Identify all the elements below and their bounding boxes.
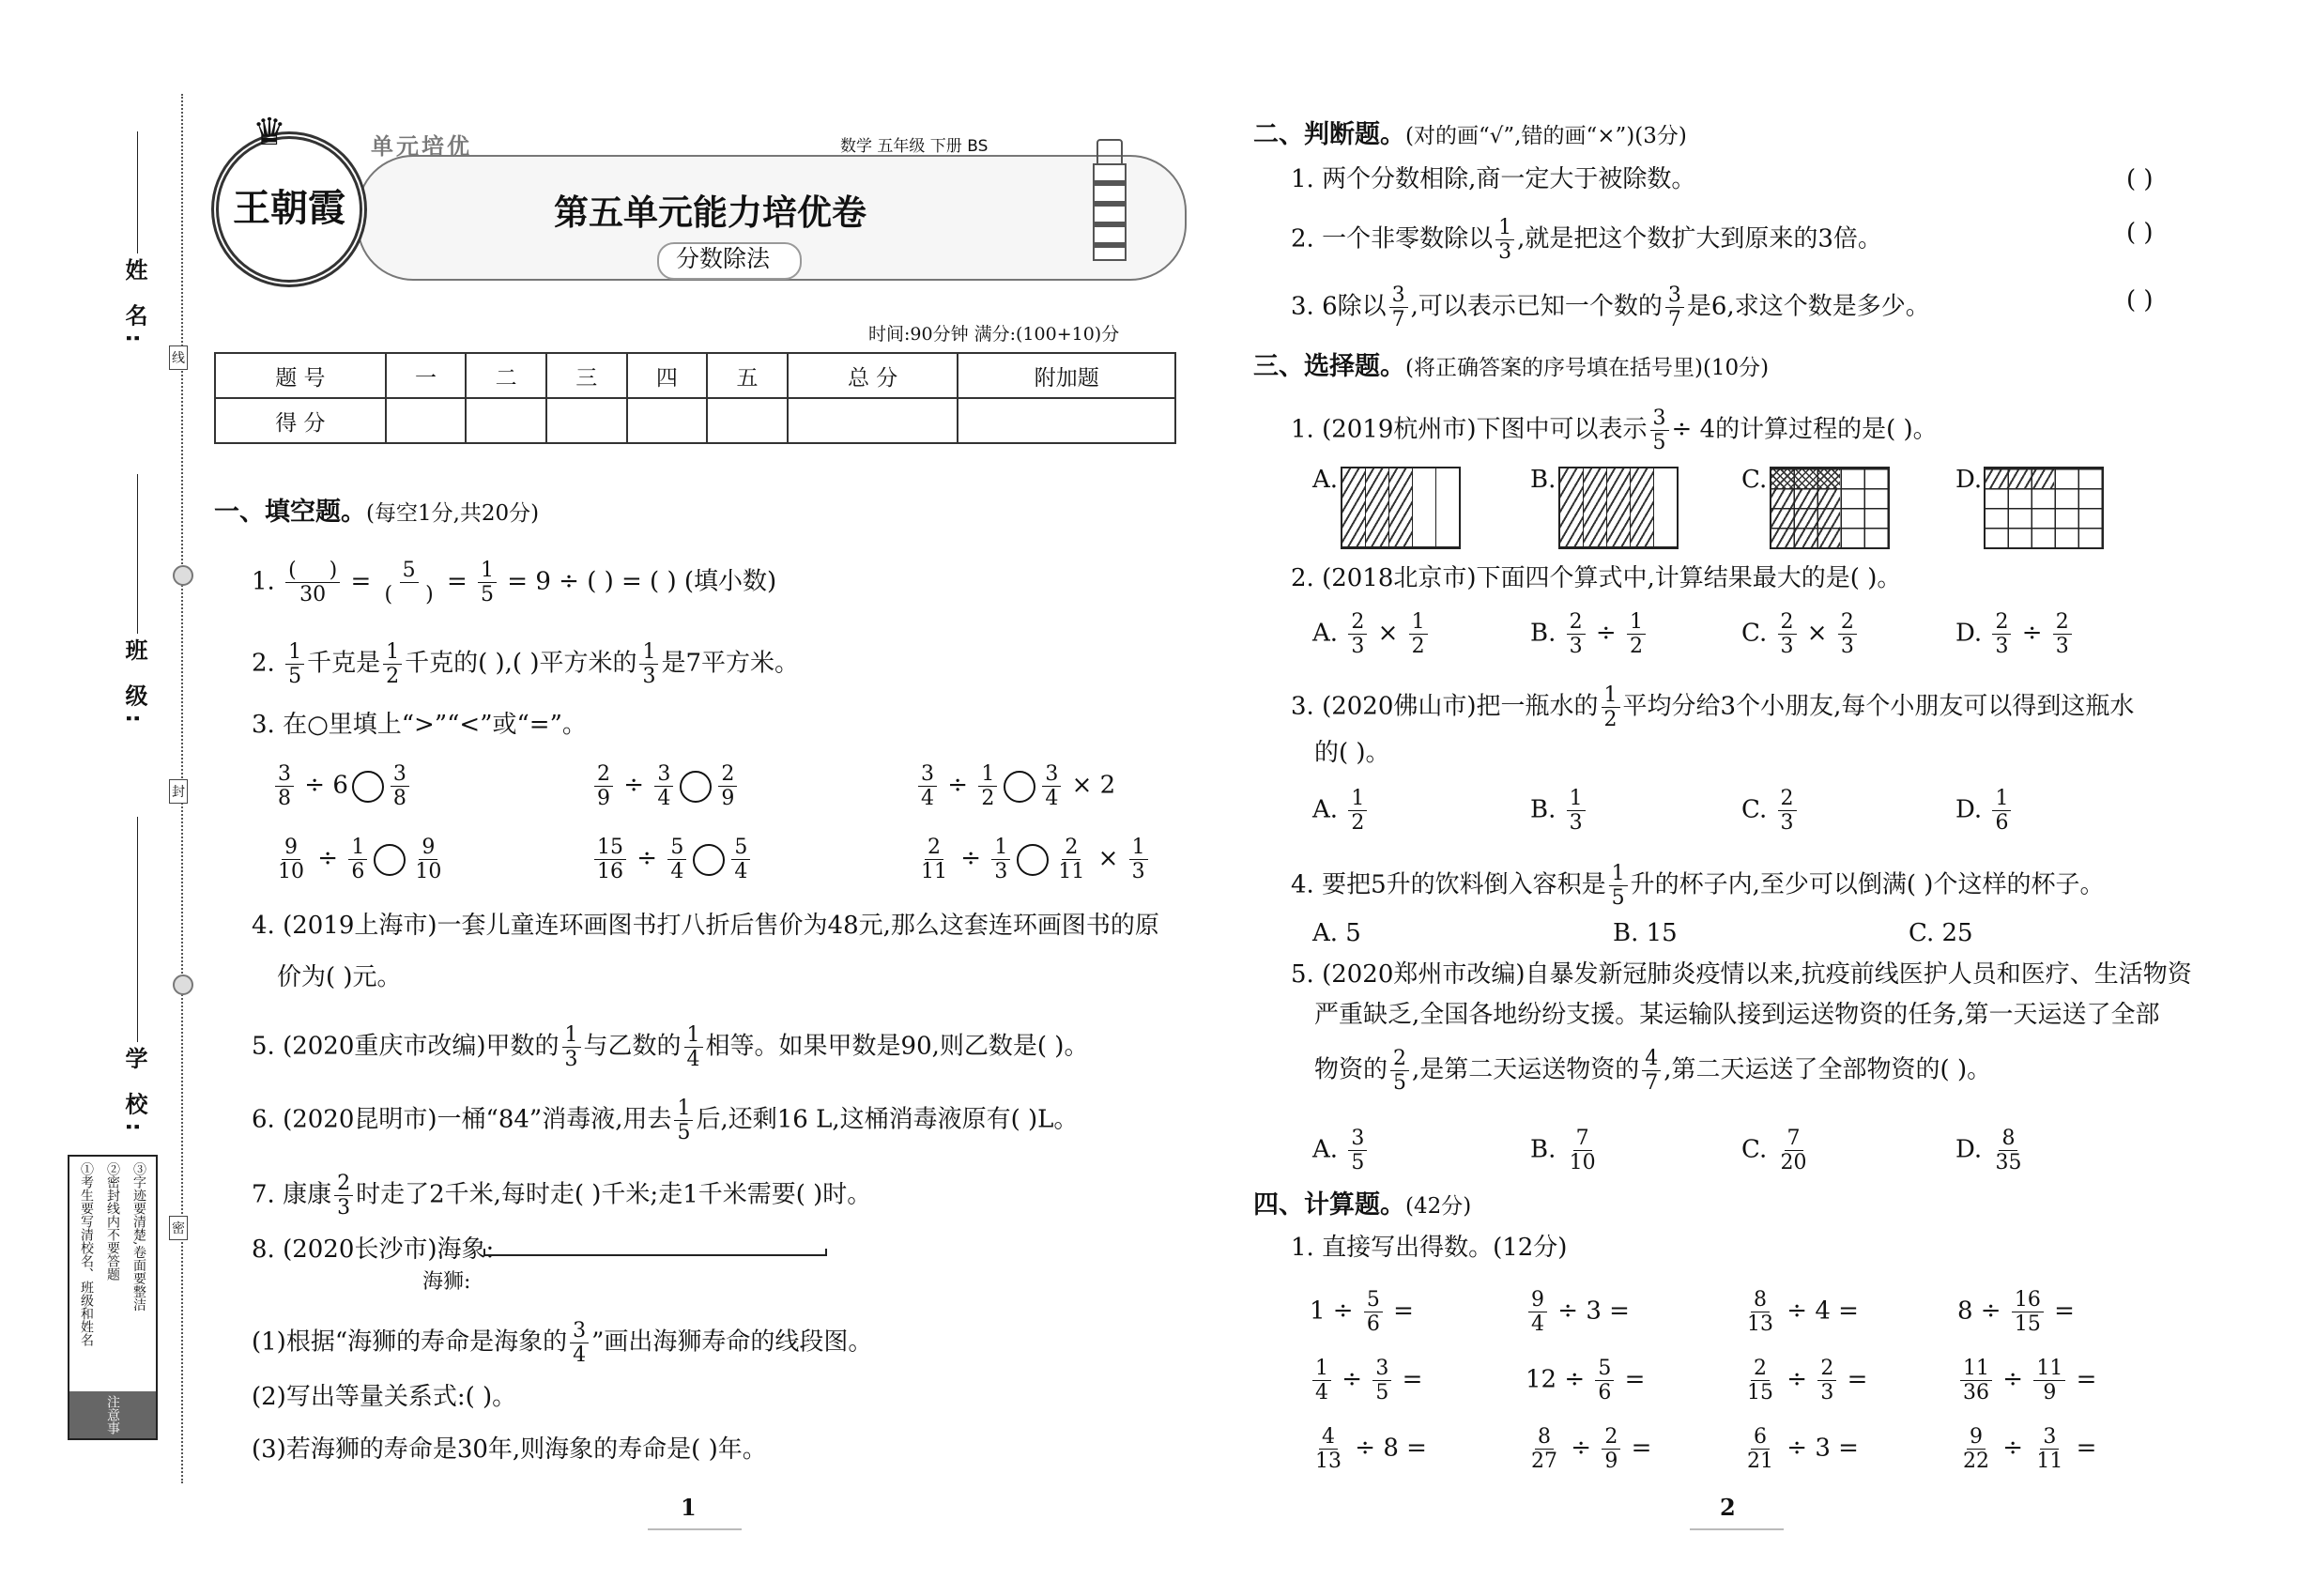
figure-option-c[interactable] bbox=[1770, 467, 1890, 549]
binding-hole-1 bbox=[173, 565, 193, 586]
calc-item[interactable]: $\frac{1}{4}$ ÷ $\frac{3}{5}$ = bbox=[1310, 1357, 1422, 1404]
calc-item[interactable]: $\frac{11}{36}$ ÷ $\frac{11}{9}$ = bbox=[1957, 1357, 2096, 1404]
s3-q5-option-d[interactable]: D. $\frac{8}{35}$ bbox=[1955, 1127, 2022, 1174]
s3-q3c: 的( )。 bbox=[1314, 739, 1390, 767]
score-header-cell: 五 bbox=[707, 353, 788, 398]
fraction: $\frac{5}{( )}$ bbox=[384, 559, 434, 606]
calc-item[interactable]: 12 ÷ $\frac{5}{6}$ = bbox=[1526, 1357, 1646, 1404]
compare-circle[interactable] bbox=[374, 844, 406, 876]
page-ornament-right bbox=[1690, 1528, 1784, 1530]
cut-mark-1: 线 bbox=[169, 345, 188, 370]
brand-crown-icon: ♛ bbox=[253, 111, 286, 154]
school-label: 学 校: bbox=[121, 1047, 147, 1139]
s3-q5-option-b[interactable]: B. $\frac{7}{10}$ bbox=[1530, 1127, 1596, 1174]
walrus-segment-line bbox=[483, 1249, 827, 1256]
s1-q3-row1: $\frac{3}{8}$ ÷ 6 $\frac{3}{8}$ bbox=[272, 762, 412, 810]
s3-q2: 2. (2018北京市)下面四个算式中,计算结果最大的是( )。 bbox=[1291, 564, 1902, 592]
calc-item[interactable]: 1 ÷ $\frac{5}{6}$ = bbox=[1310, 1288, 1414, 1336]
name-field-line bbox=[137, 131, 138, 253]
s1-q8-1: (1)根据“海狮的寿命是海象的 $\frac{3}{4}$ ”画出海狮寿命的线段图。 bbox=[252, 1319, 873, 1367]
s4-title: 四、计算题。(42分) bbox=[1253, 1190, 1472, 1220]
score-header-row bbox=[215, 353, 1175, 398]
page-ornament-left bbox=[648, 1528, 742, 1530]
score-value-cell[interactable] bbox=[466, 398, 546, 443]
s3-q4-option-b[interactable]: B. 15 bbox=[1613, 919, 1678, 947]
s1-q3-row2c: $\frac{2}{11}$ ÷ $\frac{1}{3}$ $\frac{2}{11}$ × $\frac{1}{3}$ bbox=[915, 836, 1151, 883]
s3-q3-option-d[interactable]: D. $\frac{1}{6}$ bbox=[1955, 787, 2014, 835]
score-header-cell: 三 bbox=[546, 353, 627, 398]
calc-item[interactable]: $\frac{8}{13}$ ÷ 4 = bbox=[1747, 1288, 1859, 1336]
s3-q3-option-a[interactable]: A. $\frac{1}{2}$ bbox=[1312, 787, 1370, 835]
s1-q2-a: 千克是 bbox=[307, 649, 381, 678]
s1-title bbox=[214, 498, 539, 529]
compare-circle[interactable] bbox=[680, 771, 712, 803]
s1-q2: 2. $\frac{1}{5}$ 千克是 $\frac{1}{2}$ 千克的( ),( )平方米的 $\frac{1}{3}$ 是7平方米。 bbox=[252, 640, 800, 688]
brand-name: 王朝霞 bbox=[233, 187, 345, 230]
compare-circle[interactable] bbox=[1017, 844, 1049, 876]
brand-logo bbox=[211, 111, 367, 287]
s1-q1-rest: = 9 ÷ ( ) = ( ) (填小数) bbox=[507, 567, 777, 596]
score-value-cell[interactable] bbox=[707, 398, 788, 443]
s2-q2: 2. 一个非零数除以 $\frac{1}{3}$ ,就是把这个数扩大到原来的3倍。 bbox=[1291, 216, 1882, 264]
s3-q2-option-d[interactable]: D. $\frac{2}{3}$ ÷ $\frac{2}{3}$ bbox=[1955, 610, 2075, 658]
s1-q4b: 价为( )元。 bbox=[277, 963, 402, 991]
s3-title: 三、选择题。(将正确答案的序号填在括号里)(10分) bbox=[1253, 352, 1770, 381]
binding-hole-2 bbox=[173, 974, 193, 995]
s3-q3-option-c[interactable]: C. $\frac{2}{3}$ bbox=[1741, 787, 1800, 835]
fraction: $\frac{1}{5}$ bbox=[285, 640, 304, 688]
s4-q1: 1. 直接写出得数。(12分) bbox=[1291, 1234, 1568, 1262]
s3-q1: 1. (2019杭州市)下图中可以表示 $\frac{3}{5}$ ÷ 4的计算过程的是( )。 bbox=[1291, 407, 1938, 454]
s3-q5-option-c[interactable]: C. $\frac{7}{20}$ bbox=[1741, 1127, 1807, 1174]
s1-q7: 7. 康康 $\frac{2}{3}$ 时走了2千米,每时走( )千米;走1千米需要( )时。 bbox=[252, 1172, 872, 1220]
book-meta: 数学 五年级 下册 BS bbox=[840, 137, 989, 156]
s3-q4-option-c[interactable]: C. 25 bbox=[1909, 919, 1973, 947]
s1-q1: 1. $\frac{( )}{30}$ = $\frac{5}{( )}$ = $\frac{1}{5}$ = 9 ÷ ( ) = ( ) (填小数) bbox=[252, 559, 777, 606]
calc-item[interactable]: $\frac{4}{13}$ ÷ 8 = bbox=[1315, 1425, 1427, 1473]
s1-q8-lion: 海狮: bbox=[422, 1270, 471, 1294]
calc-item[interactable]: 8 ÷ $\frac{16}{15}$ = bbox=[1957, 1288, 2075, 1336]
notice-title: 注意事项 bbox=[69, 1391, 156, 1438]
s2-q3-answer[interactable]: ( ) bbox=[2126, 286, 2154, 315]
class-label: 班 级: bbox=[121, 638, 147, 730]
score-value-cell[interactable] bbox=[788, 398, 958, 443]
cut-mark-3: 密 bbox=[169, 1216, 188, 1240]
s1-q2-b: 千克的( ),( )平方米的 bbox=[405, 649, 637, 678]
compare-circle[interactable] bbox=[352, 771, 384, 803]
calc-item[interactable]: $\frac{6}{21}$ ÷ 3 = bbox=[1747, 1425, 1859, 1473]
score-header-cell: 附加题 bbox=[958, 353, 1175, 398]
class-field-line bbox=[137, 474, 138, 634]
figure-option-d[interactable] bbox=[1984, 467, 2104, 549]
s1-q3-row2: $\frac{9}{10}$ ÷ $\frac{1}{6}$ $\frac{9}{10}$ bbox=[278, 836, 442, 883]
page-subtitle: 分数除法 bbox=[676, 245, 771, 272]
s3-q5-option-a[interactable]: A. $\frac{3}{5}$ bbox=[1312, 1127, 1370, 1174]
s1-q8-3: (3)若海狮的寿命是30年,则海象的寿命是( )年。 bbox=[252, 1435, 767, 1464]
notice-2: ②密封线内不要答题 bbox=[105, 1162, 120, 1281]
s2-q2-answer[interactable]: ( ) bbox=[2126, 219, 2154, 247]
score-header-cell: 总 分 bbox=[788, 353, 958, 398]
s3-q5a: 5. (2020郑州市改编)自暴发新冠肺炎疫情以来,抗疫前线医护人员和医疗、生活物资 bbox=[1291, 960, 2192, 989]
notice-1: ①考生要写清校名、班级和姓名 bbox=[79, 1162, 94, 1346]
fraction: $\frac{1}{5}$ bbox=[478, 559, 497, 606]
s1-q8: 8. (2020长沙市)海象: bbox=[252, 1235, 495, 1264]
s3-q2-option-b[interactable]: B. $\frac{2}{3}$ ÷ $\frac{1}{2}$ bbox=[1530, 610, 1648, 658]
s3-q1-label-a: A. bbox=[1312, 466, 1339, 494]
s3-q5c: 物资的 $\frac{2}{5}$ ,是第二天运送物资的 $\frac{4}{7}$ ,第二天运送了全部物资的( )。 bbox=[1314, 1047, 1992, 1095]
notice-box bbox=[19, 1155, 158, 1440]
calc-item[interactable]: $\frac{9}{22}$ ÷ $\frac{3}{11}$ = bbox=[1963, 1425, 2097, 1473]
fraction: $\frac{1}{3}$ bbox=[639, 640, 658, 688]
score-value-cell: 得 分 bbox=[215, 398, 386, 443]
s3-q4-option-a[interactable]: A. 5 bbox=[1312, 919, 1361, 947]
s1-q8-2: (2)写出等量关系式:( )。 bbox=[252, 1383, 517, 1411]
s1-q6: 6. (2020昆明市)一桶“84”消毒液,用去 $\frac{1}{5}$ 后,还剩16 L,这桶消毒液原有( )L。 bbox=[252, 1097, 1079, 1144]
s3-q1-label-b: B. bbox=[1530, 466, 1556, 494]
s2-q1: 1. 两个分数相除,商一定大于被除数。 bbox=[1291, 165, 1696, 193]
lighthouse-icon bbox=[1089, 139, 1127, 261]
s2-title: 二、判断题。(对的画“√”,错的画“×”)(3分) bbox=[1253, 120, 1687, 149]
s1-q3: 3. 在○里填上“>”“<”或“=”。 bbox=[252, 711, 587, 739]
score-value-cell[interactable] bbox=[627, 398, 708, 443]
calc-item[interactable]: $\frac{2}{15}$ ÷ $\frac{2}{3}$ = bbox=[1747, 1357, 1868, 1404]
s1-q4: 4. (2019上海市)一套儿童连环画图书打八折后售价为48元,那么这套连环画图书的原 bbox=[252, 912, 1159, 940]
page-title: 第五单元能力培优卷 bbox=[554, 192, 866, 233]
score-value-cell[interactable] bbox=[958, 398, 1175, 443]
page-number-right: 2 bbox=[1720, 1494, 1736, 1521]
name-label: 姓 名: bbox=[121, 258, 147, 350]
school-field-line bbox=[137, 817, 138, 1042]
compare-circle[interactable] bbox=[693, 844, 725, 876]
s3-q5b: 严重缺乏,全国各地纷纷支援。某运输队接到运送物资的任务,第一天运送了全部 bbox=[1314, 1001, 2160, 1029]
fraction: $\frac{( )}{30}$ bbox=[285, 559, 340, 606]
figure-option-a[interactable] bbox=[1341, 467, 1461, 549]
cut-mark-2: 封 bbox=[169, 779, 188, 804]
s1-q3-row1b: $\frac{2}{9}$ ÷ $\frac{3}{4}$ $\frac{2}{9}$ bbox=[591, 762, 740, 810]
binding-margin bbox=[19, 94, 197, 1483]
score-header-cell: 四 bbox=[627, 353, 708, 398]
s2-q3: 3. 6除以 $\frac{3}{7}$ ,可以表示已知一个数的 $\frac{3}{7}$ 是6,求这个数是多少。 bbox=[1291, 284, 1930, 331]
time-info: 时间:90分钟 满分:(100+10)分 bbox=[868, 324, 1120, 345]
calc-item[interactable]: $\frac{9}{4}$ ÷ 3 = bbox=[1526, 1288, 1630, 1336]
s1-q3-row2b: $\frac{15}{16}$ ÷ $\frac{5}{4}$ $\frac{5}{4}$ bbox=[591, 836, 753, 883]
s3-q3-option-b[interactable]: B. $\frac{1}{3}$ bbox=[1530, 787, 1588, 835]
s3-q3: 3. (2020佛山市)把一瓶水的 $\frac{1}{2}$ 平均分给3个小朋友,每个小朋友可以得到这瓶水 bbox=[1291, 683, 2135, 731]
score-header-cell: 一 bbox=[386, 353, 467, 398]
s2-q1-answer[interactable]: ( ) bbox=[2126, 165, 2154, 193]
s1-heading: 一、填空题。 bbox=[214, 498, 366, 527]
score-value-row bbox=[215, 398, 1175, 443]
s3-q2-option-c[interactable]: C. $\frac{2}{3}$ × $\frac{2}{3}$ bbox=[1741, 610, 1860, 658]
s3-q1-label-c: C. bbox=[1741, 466, 1768, 494]
compare-circle[interactable] bbox=[1004, 771, 1035, 803]
page-number-left: 1 bbox=[681, 1494, 697, 1521]
fraction: $\frac{1}{2}$ bbox=[383, 640, 402, 688]
score-header-cell: 题 号 bbox=[215, 353, 386, 398]
s3-q2-option-a[interactable]: A. $\frac{2}{3}$ × $\frac{1}{2}$ bbox=[1312, 610, 1431, 658]
score-value-cell[interactable] bbox=[546, 398, 627, 443]
s3-q1-label-d: D. bbox=[1955, 466, 1983, 494]
figure-option-b[interactable] bbox=[1558, 467, 1679, 549]
notice-3: ③字迹要清楚,卷面要整洁 bbox=[131, 1162, 146, 1312]
s1-q5: 5. (2020重庆市改编)甲数的 $\frac{1}{3}$ 与乙数的 $\frac{1}{4}$ 相等。如果甲数是90,则乙数是( )。 bbox=[252, 1023, 1089, 1071]
score-table bbox=[214, 352, 1176, 444]
score-value-cell[interactable] bbox=[386, 398, 467, 443]
s3-q4: 4. 要把5升的饮料倒入容积是 $\frac{1}{5}$ 升的杯子内,至少可以倒满( )个这样的杯子。 bbox=[1291, 862, 2105, 910]
calc-item[interactable]: $\frac{8}{27}$ ÷ $\frac{2}{9}$ = bbox=[1531, 1425, 1652, 1473]
series-label: 单元培优 bbox=[371, 133, 472, 160]
score-header-cell: 二 bbox=[466, 353, 546, 398]
s1-q2-c: 是7平方米。 bbox=[661, 649, 800, 678]
s1-note: (每空1分,共20分) bbox=[366, 501, 540, 526]
s1-q3-row1c: $\frac{3}{4}$ ÷ $\frac{1}{2}$ $\frac{3}{4}$ × 2 bbox=[915, 762, 1115, 810]
